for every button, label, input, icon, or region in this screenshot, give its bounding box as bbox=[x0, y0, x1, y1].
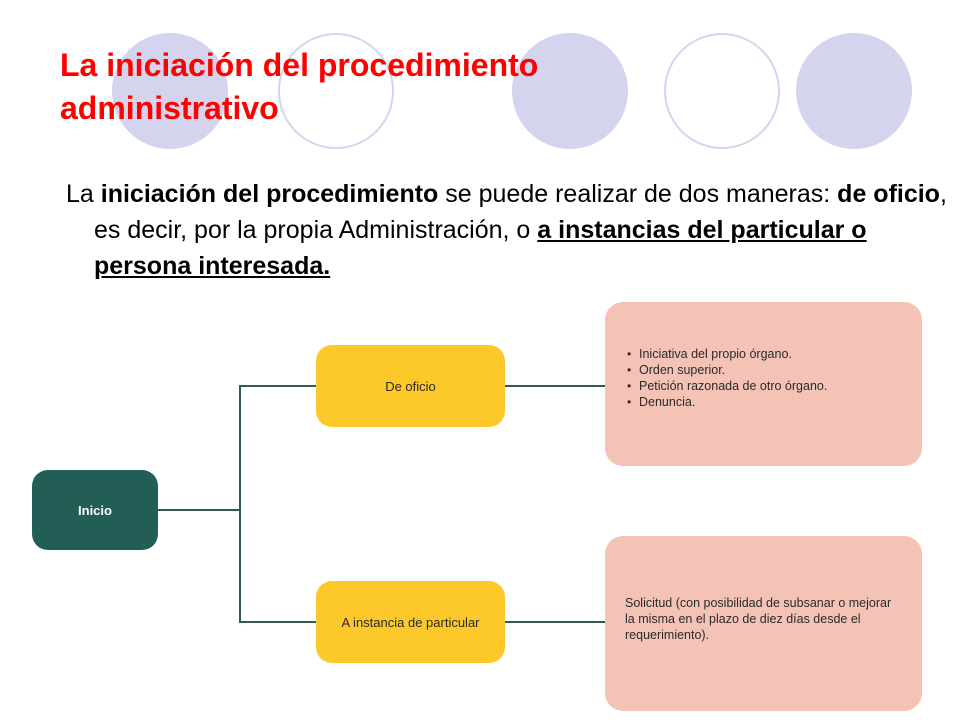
intro-text: se puede realizar de dos maneras: bbox=[438, 180, 838, 208]
detail-box-de-oficio bbox=[605, 302, 922, 466]
detail-list-item: • Denuncia. bbox=[639, 394, 904, 410]
root-node-label: Inicio bbox=[78, 502, 112, 518]
connector-particular-details bbox=[505, 621, 605, 623]
node-label: A instancia de particular bbox=[341, 614, 480, 630]
detail-list-item: • Petición razonada de otro órgano. bbox=[639, 378, 904, 394]
diagram-node-particular bbox=[316, 581, 505, 663]
slide-title: La iniciación del procedimiento administrativo bbox=[60, 47, 539, 126]
intro-bold-initiation: iniciación del procedimiento bbox=[100, 180, 439, 208]
connector-trunk bbox=[239, 385, 241, 623]
diagram-node-de-oficio bbox=[316, 345, 505, 427]
intro-paragraph bbox=[66, 176, 954, 284]
intro-bold-oficio: de oficio bbox=[837, 180, 940, 208]
connector-to-particular bbox=[239, 621, 316, 623]
detail-box-particular bbox=[605, 536, 922, 711]
intro-underlined-particular: a instancias del particular o persona interesada. bbox=[94, 216, 867, 280]
connector-root bbox=[158, 509, 240, 511]
connector-oficio-details bbox=[505, 385, 605, 387]
connector-to-oficio bbox=[239, 385, 316, 387]
detail-text: Solicitud (con posibilidad de subsanar o mejorar la misma en el plazo de diez días desde el requerimiento). bbox=[625, 596, 892, 642]
detail-list-item: • Iniciativa del propio órgano. bbox=[639, 346, 904, 362]
intro-text: La bbox=[66, 180, 101, 208]
decor-circle bbox=[796, 33, 912, 149]
detail-list-item: • Orden superior. bbox=[639, 362, 904, 378]
intro-text: , es decir, por la propia Administración, o bbox=[94, 180, 947, 244]
diagram-root-node bbox=[32, 470, 158, 550]
detail-list bbox=[625, 346, 904, 410]
node-label: De oficio bbox=[385, 378, 436, 394]
